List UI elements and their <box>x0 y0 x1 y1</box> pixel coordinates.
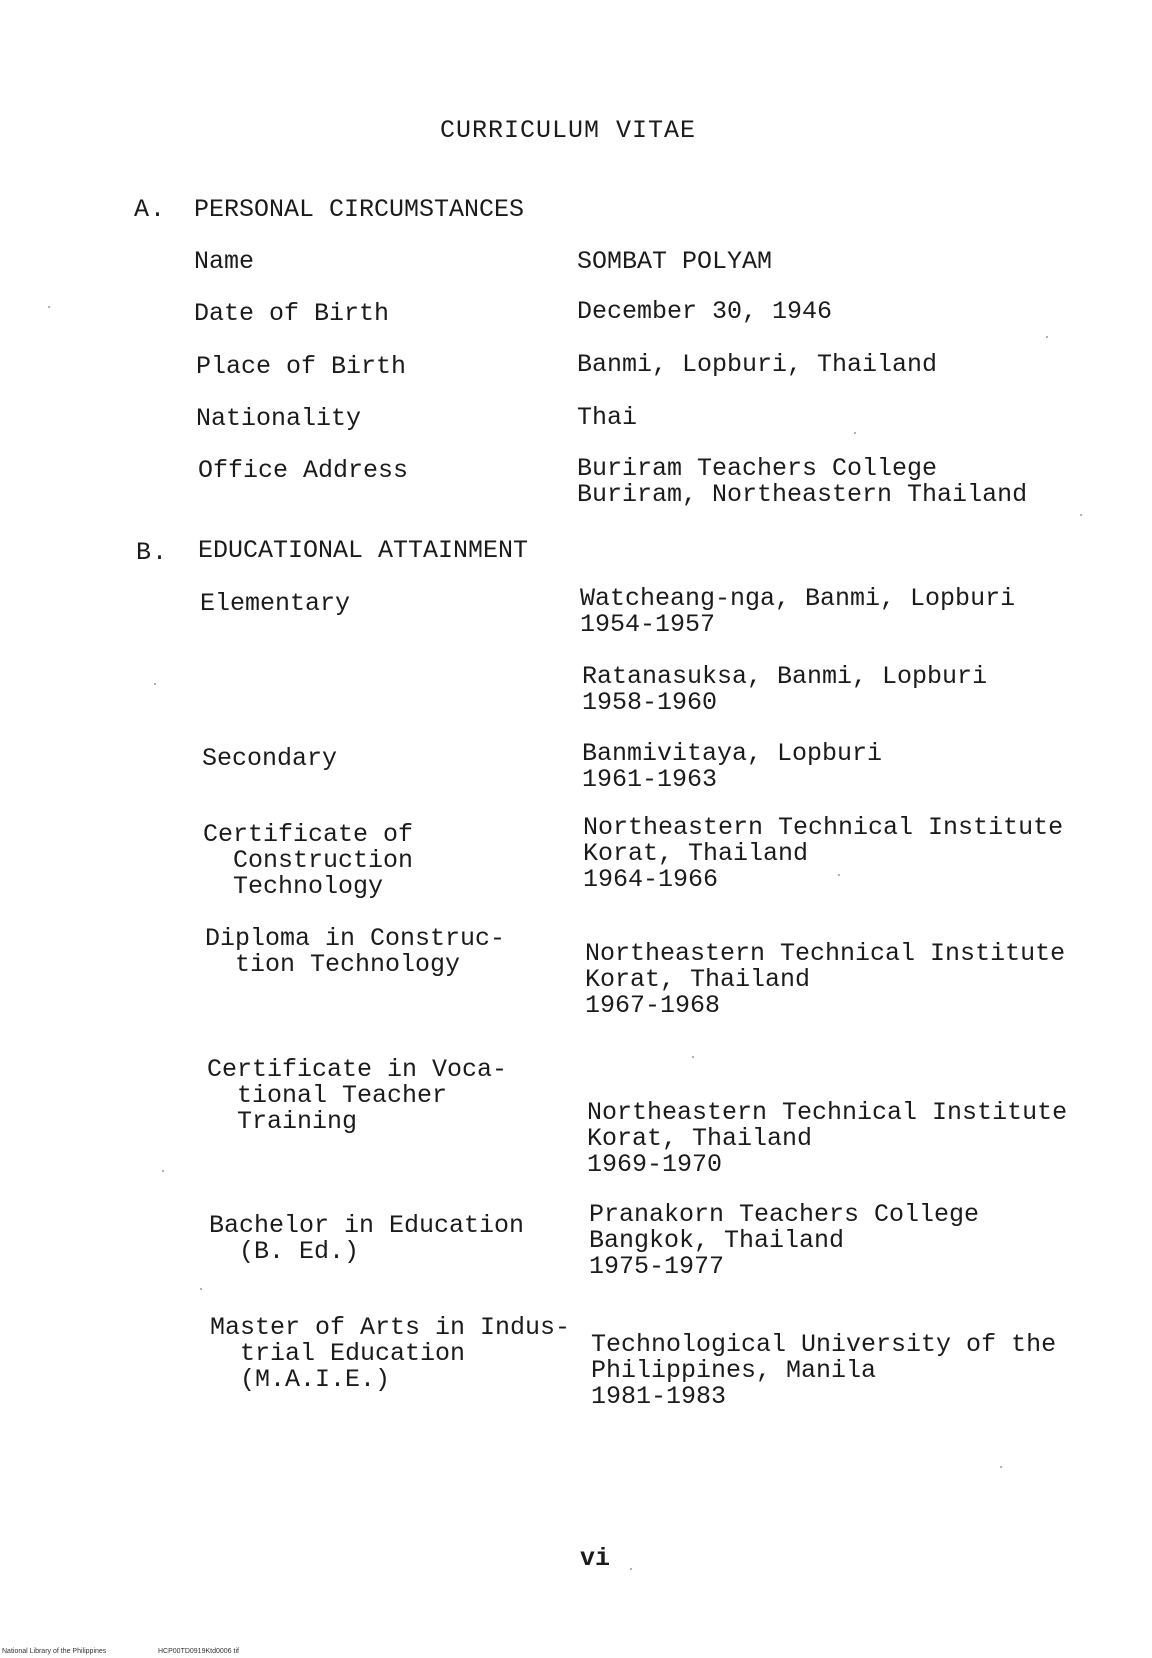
scan-speck <box>838 874 840 876</box>
scan-speck <box>854 432 856 434</box>
value-cert-vocational: Northeastern Technical Institute Korat, Thailand 1969-1970 <box>587 1098 1068 1179</box>
scan-speck <box>1046 336 1048 338</box>
label-secondary: Secondary <box>202 744 338 773</box>
label-master-arts: Master of Arts in Indus- trial Education (M.A.I.E.) <box>210 1313 571 1394</box>
label-elementary: Elementary <box>200 589 351 618</box>
document-title: CURRICULUM VITAE <box>440 116 697 145</box>
value-elementary-2: Ratanasuksa, Banmi, Lopburi 1958-1960 <box>582 662 988 717</box>
value-date-of-birth: December 30, 1946 <box>577 297 833 326</box>
value-office-address: Buriram Teachers College Buriram, Northeastern Thailand <box>577 454 1028 509</box>
scan-speck <box>692 1056 694 1058</box>
value-name: SOMBAT POLYAM <box>577 247 773 276</box>
value-secondary: Banmivitaya, Lopburi 1961-1963 <box>582 739 883 794</box>
value-nationality: Thai <box>577 403 638 432</box>
scan-speck <box>1080 514 1082 516</box>
value-bachelor-education: Pranakorn Teachers College Bangkok, Thailand 1975-1977 <box>589 1200 980 1281</box>
section-a-letter: A. <box>134 195 167 224</box>
label-place-of-birth: Place of Birth <box>196 352 407 381</box>
scan-speck <box>630 1568 632 1570</box>
label-name: Name <box>194 247 255 276</box>
scan-speck <box>48 306 50 308</box>
label-cert-vocational: Certificate in Voca- tional Teacher Training <box>207 1055 508 1136</box>
scan-speck <box>1000 1466 1002 1468</box>
section-b-heading: EDUCATIONAL ATTAINMENT <box>198 536 529 565</box>
label-office-address: Office Address <box>198 456 409 485</box>
value-elementary-1: Watcheang-nga, Banmi, Lopburi 1954-1957 <box>580 584 1016 639</box>
label-date-of-birth: Date of Birth <box>194 299 390 328</box>
label-diploma-construction: Diploma in Construc- tion Technology <box>205 924 506 979</box>
footer-file-code: HCP00TD0919Ktd0006 tif <box>158 1648 239 1655</box>
scan-speck <box>200 1288 202 1290</box>
value-diploma-construction: Northeastern Technical Institute Korat, Thailand 1967-1968 <box>585 939 1066 1020</box>
footer-library-label: National Library of the Philippines <box>2 1648 107 1655</box>
label-cert-construction: Certificate of Construction Technology <box>203 820 414 901</box>
label-bachelor-education: Bachelor in Education (B. Ed.) <box>209 1211 525 1266</box>
value-cert-construction: Northeastern Technical Institute Korat, Thailand 1964-1966 <box>583 813 1064 894</box>
value-place-of-birth: Banmi, Lopburi, Thailand <box>577 350 938 379</box>
scan-speck <box>162 1170 164 1172</box>
page-number: vi <box>580 1544 611 1573</box>
section-a-heading: PERSONAL CIRCUMSTANCES <box>194 195 525 224</box>
value-master-arts: Technological University of the Philippines, Manila 1981-1983 <box>591 1330 1057 1411</box>
scan-speck <box>154 683 156 685</box>
section-b-letter: B. <box>136 538 169 567</box>
label-nationality: Nationality <box>196 404 362 433</box>
